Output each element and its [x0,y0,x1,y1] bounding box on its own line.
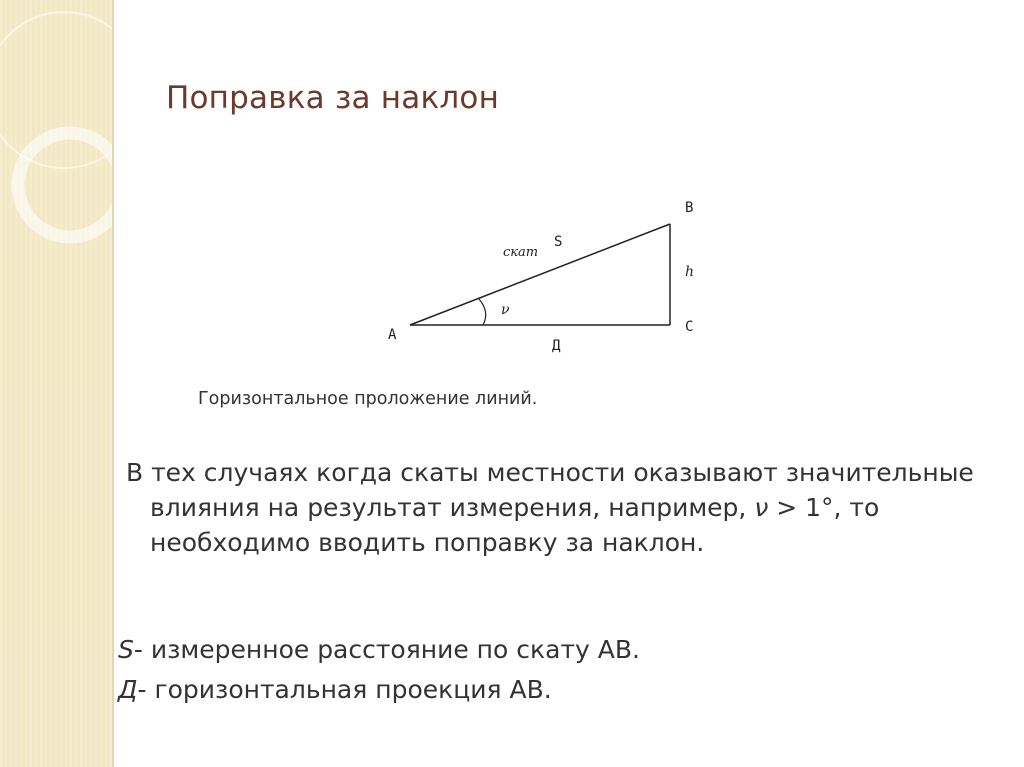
definition-d-symbol: Д [118,675,138,704]
slope-word-label: скат [503,245,539,260]
angle-arc [479,299,486,325]
definition-s-ref: АВ [597,635,633,664]
sidebar-divider [112,0,114,767]
decorative-sidebar [0,0,112,767]
paragraph-text-2: > 1°, то необходимо вводить поправку за наклон. [150,493,880,557]
projection-d-label: Д [552,338,561,354]
height-h-label: h [685,264,695,280]
slope-triangle-diagram [380,188,720,358]
slope-line [410,224,670,325]
definition-d-end: . [543,675,552,704]
definition-d-text: - горизонтальная проекция [137,675,510,704]
vertex-c-label: C [685,319,694,335]
main-paragraph [126,455,1010,560]
paragraph-angle-symbol: ν [754,493,769,522]
definition-d [118,675,552,704]
paragraph-text-1: В тех случаях когда скаты местности оказывают значительные влияния на результат измерения, например, [126,458,974,522]
slide-title: Поправка за наклон [166,80,500,116]
decorative-circles-icon [0,0,112,767]
angle-nu-label: ν [501,302,510,318]
definition-d-ref: АВ [509,675,544,704]
slope-s-label: S [554,234,563,250]
definition-s-end: . [632,635,640,664]
diagram-caption: Горизонтальное проложение линий. [198,389,538,409]
vertex-a-label: A [388,327,397,343]
vertex-b-label: B [685,200,694,216]
definition-s [118,635,640,664]
definition-s-text: - измеренное расстояние по скату [133,635,598,664]
definition-s-symbol: S [118,635,134,664]
